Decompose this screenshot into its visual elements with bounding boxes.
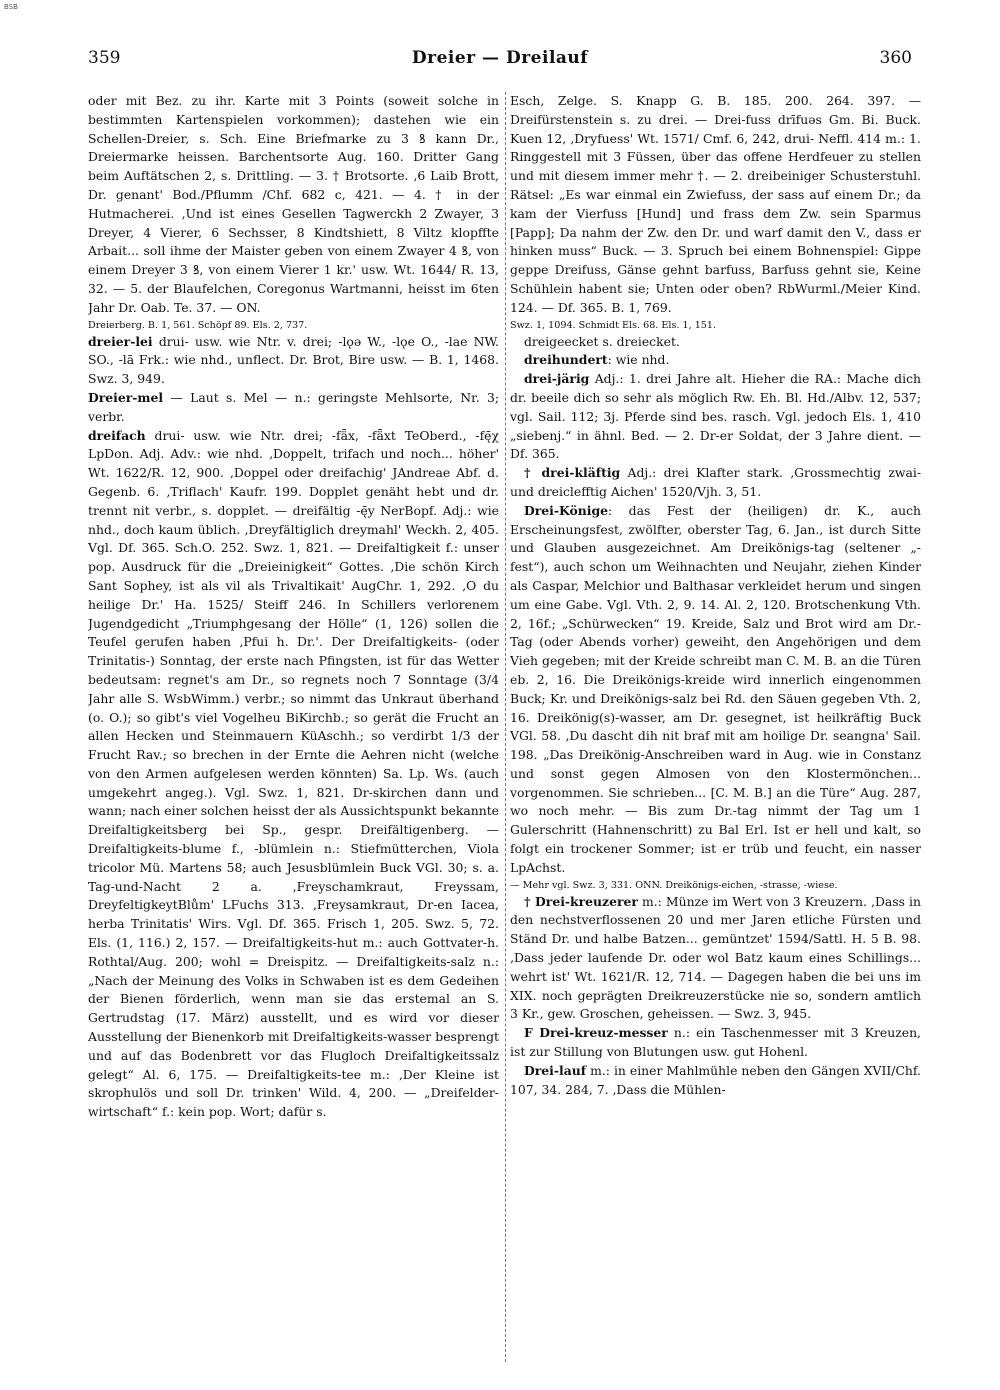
dictionary-entry — [510, 464, 921, 502]
dictionary-entry — [510, 351, 921, 370]
dictionary-entry — [510, 1024, 921, 1062]
page-number-right: 360 — [879, 48, 912, 68]
entry-text: oder mit Bez. zu ihr. Karte mit 3 Points (soweit solche in bestimmten Kartenspielen vorkommen); dastehen wie ein Schellen-Dreier, s. Sch. Eine Briefmarke zu 3 ꝸ kann Dr., Dreiermarke heissen. Barchentsorte Aug. 160. Dritter Gang beim Auftätschen 2, s. Drittling. — 3. † Brotsorte. ‚6 Laib Brott, Dr. genant' Bod./Pflumm /Chf. 682 c, 421. — 4. † in der Hutmacherei. ‚Und ist eines Gesellen Tagwerckh 2 Zwayer, 3 Dreyer, 4 Vierer, 6 Sechsser, 8 Kindtshiett, 8 Viltz klopffte Arbait... soll ihme der Maister geben von einem Zwayer 4 ꝸ, von einem Dreyer 3 ꝸ, von einem Vierer 1 kr.' usw. Wt. 1644/ R. 13, 32. — 5. der Blaufelchen, Coregonus Wartmanni, heisst im 6ten Jahr Dr. Oab. Te. 37. — ON. — [88, 93, 499, 315]
entry-headword: Drei-Könige — [524, 502, 609, 518]
entry-text: m.: in einer Mahlmühle neben den Gängen XVII/Chf. 107, 34. 284, 7. ‚Dass die Mühlen- — [510, 1062, 921, 1097]
entry-text: dreigeecket s. dreiecket. — [524, 333, 680, 349]
entry-text: Adj.: drei Klafter stark. ‚Grossmechtig zwai- und dreiclefftig Aichen' 1520/Vjh. 3, 51. — [510, 465, 921, 499]
entry-headword: drei-järig — [524, 371, 590, 387]
entry-text: — Laut s. Mel — n.: geringste Mehlsorte, Nr. 3; verbr. — [88, 389, 499, 424]
entry-text: Adj.: 1. drei Jahre alt. Hieher die RA.: Mache dich dr. beeile dich so sehr als möglich Rw. Eh. Bl. Hd./Albv. 12, 537; vgl. Sail. 112; 3j. Pferde sind bes. rasch. Vgl. jedoch Els. 1, 410 „siebenj.“ in ähnl. Bed. — 2. Dr-er Soldat, der 3 Jahre dient. — Df. 365. — [510, 371, 921, 462]
entry-text: Esch, Zelge. S. Knapp G. B. 185. 200. 264. 397. — Dreifürstenstein s. zu drei. — Drei-fuss drīfuəs Gm. Bi. Buck. Kuen 12, ‚Dryfuess' Wt. 1571/ Cmf. 6, 242, drui- Neffl. 414 m.: 1. Ringgestell mit 3 Füssen, über das offene Herdfeuer zu stellen und mit diesem immer mehr †. — 2. dreibeiniger Schusterstuhl. Rätsel: „Es war einmal ein Zwiefuss, der sass auf einem Dr.; da kam der Vierfuss [Hund] und frass dem Zw. sein Sparmus [Papp]; Da nahm der Zw. den Dr. und warf damit den V., dass er hinken muss“ Buck. — 3. Spruch bei einem Bohnenspiel: Gippe geppe Dreifuss, Gänse gehnt barfuss, Barfuss gehnt sie, Keine Schühlein habent sie; Unten oder oben? RbWurml./Meier Kind. 124. — Df. 365. B. 1, 769. — [510, 93, 921, 315]
page-header — [88, 48, 912, 76]
entry-text: drui- usw. wie Ntr. v. drei; -lǫə W., -lǫe O., -lae NW. SO., -lā Frk.: wie nhd., unflect. Dr. Brot, Bire usw. — B. 1, 1468. Swz. 3, 949. — [88, 333, 499, 387]
entry-headword: † drei-kläftig — [524, 465, 621, 481]
dictionary-entry — [88, 92, 499, 318]
dictionary-entry — [88, 389, 499, 427]
entry-text: Dreierberg. B. 1, 561. Schöpf 89. Els. 2, 737. — [88, 319, 308, 331]
entry-headword: dreifach — [88, 427, 146, 443]
entry-headword: † Drei-kreuzerer — [524, 893, 638, 909]
entry-text: Swz. 1, 1094. Schmidt Els. 68. Els. 1, 151. — [510, 319, 717, 331]
dictionary-entry — [88, 333, 499, 389]
column-divider — [505, 92, 506, 1362]
library-stamp: BSB — [4, 3, 18, 11]
entry-text: — Mehr vgl. Swz. 3, 331. ONN. Dreikönigs-eichen, -strasse, -wiese. — [510, 879, 838, 891]
entry-text: n.: ein Taschenmesser mit 3 Kreuzen, ist zur Stillung von Blutungen usw. gut Hohenl. — [510, 1025, 921, 1060]
dictionary-entry — [510, 370, 921, 464]
entry-text: : wie nhd. — [607, 352, 670, 368]
entry-headword: dreier-lei — [88, 333, 153, 349]
entry-text: : das Fest der (heiligen) dr. K., auch Erscheinungsfest, zwölfter, oberster Tag, 6. Jan., ist durch Sitte und Glauben ausgezeichnet. Am Dreikönigs-tag (seltener „-fest“), auch schon um Weihnachten und Neujahr, ziehen Kinder als Caspar, Melchior und Balthasar verkleidet herum und singen um eine Gabe. Vgl. Vth. 2, 9. 14. Al. 2, 120. Brotschenkung Vth. 2, 16f.; „Schürwecken“ 19. Kreide, Salz und Brot wird am Dr.-Tag (oder Abends vorher) geweiht, den Angehörigen und dem Vieh gegeben; mit der Kreide schreibt man C. M. B. an die Türen eb. 2, 16. Die Dreikönigs-kreide wird innerlich eingenommen Buck; Kr. und Dreikönigs-salz bei Rd. den Säuen gegeben Vth. 2, 16. Dreikönig(s)-wasser, am Dr. gesegnet, ist heilkräftig Buck VGl. 58. ‚Du dascht dih nit braf mit am hoilige Dr. seangna' Sail. 198. „Das Dreikönig-Anschreiben ward in Aug. wie in Constanz und sonst gegen Almosen von den Klostermönchen... vorgenommen. Sie schrieben... [C. M. B.] an die Türe“ Aug. 287, wo noch mehr. — Bis zum Dr.-tag nimmt der Tag um 1 Gulerschritt (Hahnenschritt) zu Bal Erl. Ist er hell und kalt, so folgt ein trockener Sommer; ist er trüb und feucht, ein nasser LpAchst. — [510, 502, 921, 875]
dictionary-entry — [510, 333, 921, 352]
dictionary-entry — [510, 92, 921, 318]
dictionary-entry — [510, 318, 921, 333]
page-number-left: 359 — [88, 48, 121, 68]
dictionary-entry — [510, 1062, 921, 1100]
entry-headword: dreihundert — [524, 352, 608, 368]
entry-headword: Drei-lauf — [524, 1062, 587, 1078]
left-column — [88, 92, 499, 1372]
right-column — [510, 92, 921, 1372]
dictionary-entry — [510, 893, 921, 1025]
entry-headword: F Drei-kreuz-messer — [524, 1025, 668, 1041]
dictionary-entry — [510, 878, 921, 893]
entry-text: m.: Münze im Wert von 3 Kreuzern. ‚Dass in den nechstverflossenen 20 und mer Jaren etliche Fürsten und Ständ Dr. und halbe Batzen... gemüntzet' 1594/Sattl. H. 5 B. 98. ‚Dass jeder laufende Dr. oder wol Batz kaum eines Schillings... wehrt ist' Wt. 1621/R. 12, 714. — Dagegen haben die bei uns im XIX. noch geprägten Dreikreuzerstücke nie so, sondern amtlich 3 Kr., gew. Groschen, geheissen. — Swz. 3, 945. — [510, 893, 921, 1022]
dictionary-entry — [510, 502, 921, 878]
dictionary-entry — [88, 427, 499, 1122]
entry-text: drui- usw. wie Ntr. drei; -fǟx, -fǟxt TeOberd., -fę̄χ LpDon. Adj. Adv.: wie nhd. ‚Doppelt, trifach und noch... höher' Wt. 1622/R. 12, 900. ‚Doppel oder dreifachig' JAndreae Abf. d. Gegenb. 6. ‚Triflach' Kaufr. 199. Dopplet genäht hebt und dr. trennt nit verbr., s. dopplet. — dreifältig -ę̄y NerBopf. Adj.: wie nhd., doch kaum üblich. ‚Dreyfältiglich dreymahl' Weckh. 2, 405. Vgl. Df. 365. Sch.O. 252. Swz. 1, 821. — Dreifaltigkeit f.: unser pop. Ausdruck für die „Dreieinigkeit“ Gottes. ‚Die schön Kirch Sant Sophey, ist als vil als Trivaltikait' AugChr. 1, 292. ‚O du heilige Dr.' Ha. 1525/ Steiff 246. In Schillers verlorenem Jugendgedicht „Triumphgesang der Hölle“ (1, 126) sollen die Teufel gerufen haben ‚Pfui h. Dr.'. Der Dreifaltigkeits- (oder Trinitatis-) Sonntag, der erste nach Pfingsten, ist für das Wetter bedeutsam: regnet's am Dr., so regnets noch 7 Sonntage (3/4 Jahr alle S. WsbWimm.) verbr.; so nimmt das Unkraut überhand (o. O.); so gibt's viel Vogelheu BiKirchb.; so gerät die Frucht an allen Hecken und Steinmauern KüAschh.; so verdirbt 1/3 der Frucht Rav.; so brechen in der Ernte die Aehren nicht (welche von den Armen aufgelesen werden könnten) Sa. Lp. Ws. (auch umgekehrt angeg.). Vgl. Swz. 1, 821. Dr-skirchen dann und wann; nach einer solchen heisst der als Aussichtspunkt bekannte Dreifaltigkeitsberg bei Sp., gespr. Dreifältigenberg. — Dreifaltigkeits-blume f., -blümlein n.: Stiefmütterchen, Viola tricolor Mü. Martens 58; auch Jesusblümlein Buck VGl. 30; s. a. Tag-und-Nacht 2 a. ‚Freyschamkraut, Freyssam, DreyfeltigkeytBlům' LFuchs 313. ‚Freysamkraut, Dr-en Iacea, herba Trinitatis' Wirs. Vgl. Df. 365. Frisch 1, 205. Swz. 5, 72. Els. (1, 116.) 2, 157. — Dreifaltigkeits-hut m.: auch Gottvater-h. Rothtal/Aug. 200; wohl = Dreispitz. — Dreifaltigkeits-salz n.: „Nach der Meinung des Volks in Schwaben ist es dem Gedeihen der Bienen förderlich, wenn man sie das erstemal an S. Gertrudstag (17. März) ausstellt, und es wird vor dieser Ausstellung der Bienenkorb mit Dreifaltigkeits-wasser besprengt und auf das Bodenbrett vor das Flugloch Dreifaltigkeitssalz gelegt“ Al. 6, 175. — Dreifaltigkeits-tee m.: ‚Der Kleine ist skrophulös und soll Dr. trinken' Wild. 4, 200. — „Dreifelder-wirtschaft“ f.: kein pop. Wort; dafür s. — [88, 427, 499, 1120]
running-title: Dreier — Dreilauf — [411, 48, 589, 68]
entry-headword: Dreier-mel — [88, 389, 164, 405]
dictionary-entry — [88, 318, 499, 333]
